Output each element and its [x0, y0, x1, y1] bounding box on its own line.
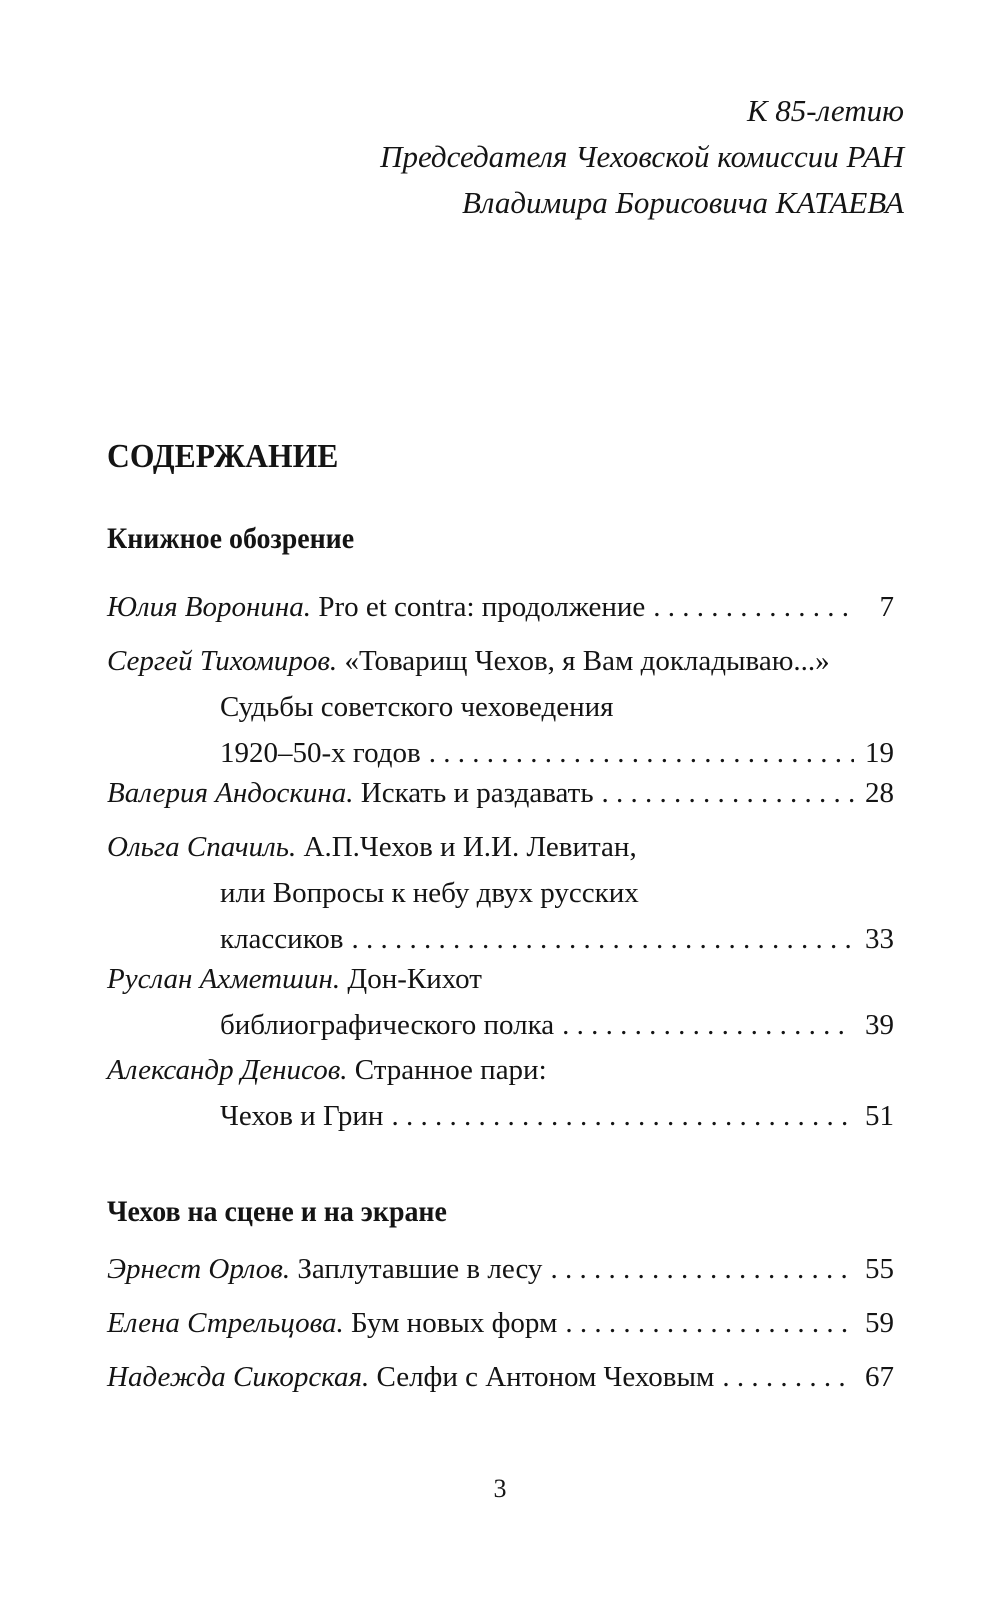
dedication-line: Владимира Борисовича КАТАЕВА	[461, 185, 904, 220]
entry-page: 28	[865, 777, 894, 809]
leader-dots	[602, 770, 854, 816]
entry-page: 67	[865, 1361, 894, 1393]
entry-page: 51	[865, 1100, 894, 1132]
entry-title: библиографического полка	[220, 1009, 555, 1041]
entry-page: 7	[879, 591, 894, 623]
entry-page: 59	[865, 1307, 894, 1339]
entry-page: 19	[865, 737, 894, 769]
toc-entry[interactable]	[107, 1354, 894, 1400]
leader-dots	[653, 584, 854, 630]
entry-author: Надежда Сикорская.	[107, 1361, 370, 1393]
page-number: 3	[493, 1474, 507, 1503]
entry-title: Дон-Кихот	[347, 963, 482, 995]
dedication-line: Председателя Чеховской комиссии РАН	[380, 139, 904, 174]
leader-dots	[550, 1246, 854, 1292]
entry-title: или Вопросы к небу двух русских	[220, 877, 639, 909]
leader-dots	[565, 1300, 854, 1346]
entry-author: Ольга Спачиль.	[107, 831, 297, 863]
entry-page: 55	[865, 1253, 894, 1285]
entry-title: Pro et contra: продолжение	[318, 591, 646, 623]
entry-title: Селфи с Антоном Чеховым	[376, 1361, 715, 1393]
entry-author: Александр Денисов.	[107, 1054, 348, 1086]
section-title: Чехов на сцене и на экране	[107, 1195, 447, 1228]
entry-author: Елена Стрельцова.	[107, 1307, 344, 1339]
entry-title: Чехов и Грин	[220, 1100, 384, 1132]
toc-entry[interactable]	[107, 1300, 894, 1346]
entry-page: 39	[865, 1009, 894, 1041]
entry-author: Сергей Тихомиров.	[107, 645, 338, 677]
toc-entry[interactable]	[107, 956, 894, 1048]
toc-entry[interactable]	[107, 1047, 894, 1139]
leader-dots	[722, 1354, 854, 1400]
dedication-line: К 85-летию	[746, 93, 904, 128]
toc-entry[interactable]	[107, 770, 894, 816]
leader-dots	[562, 1002, 854, 1048]
leader-dots	[391, 1093, 854, 1139]
toc-entry[interactable]	[107, 638, 894, 776]
toc-entry[interactable]	[107, 1246, 894, 1292]
entry-title: «Товарищ Чехов, я Вам докладываю...»	[344, 645, 830, 677]
toc-title: СОДЕРЖАНИЕ	[107, 438, 339, 475]
entry-title: классиков	[220, 923, 344, 955]
toc-entry[interactable]	[107, 584, 894, 630]
entry-author: Валерия Андоскина.	[107, 777, 354, 809]
toc-entry[interactable]	[107, 824, 894, 962]
entry-page: 33	[865, 923, 894, 955]
entry-author: Руслан Ахметшин.	[107, 963, 341, 995]
entry-title: 1920–50-х годов	[220, 737, 421, 769]
dedication	[380, 88, 904, 226]
entry-title: Искать и раздавать	[360, 777, 594, 809]
entry-title: Бум новых форм	[351, 1307, 558, 1339]
entry-title: Судьбы советского чеховедения	[220, 691, 614, 723]
entry-title: Заплутавшие в лесу	[297, 1253, 543, 1285]
entry-title: А.П.Чехов и И.И. Левитан,	[303, 831, 637, 863]
entry-author: Юлия Воронина.	[107, 591, 312, 623]
entry-title: Странное пари:	[354, 1054, 547, 1086]
section-title: Книжное обозрение	[107, 522, 355, 555]
entry-author: Эрнест Орлов.	[107, 1253, 291, 1285]
